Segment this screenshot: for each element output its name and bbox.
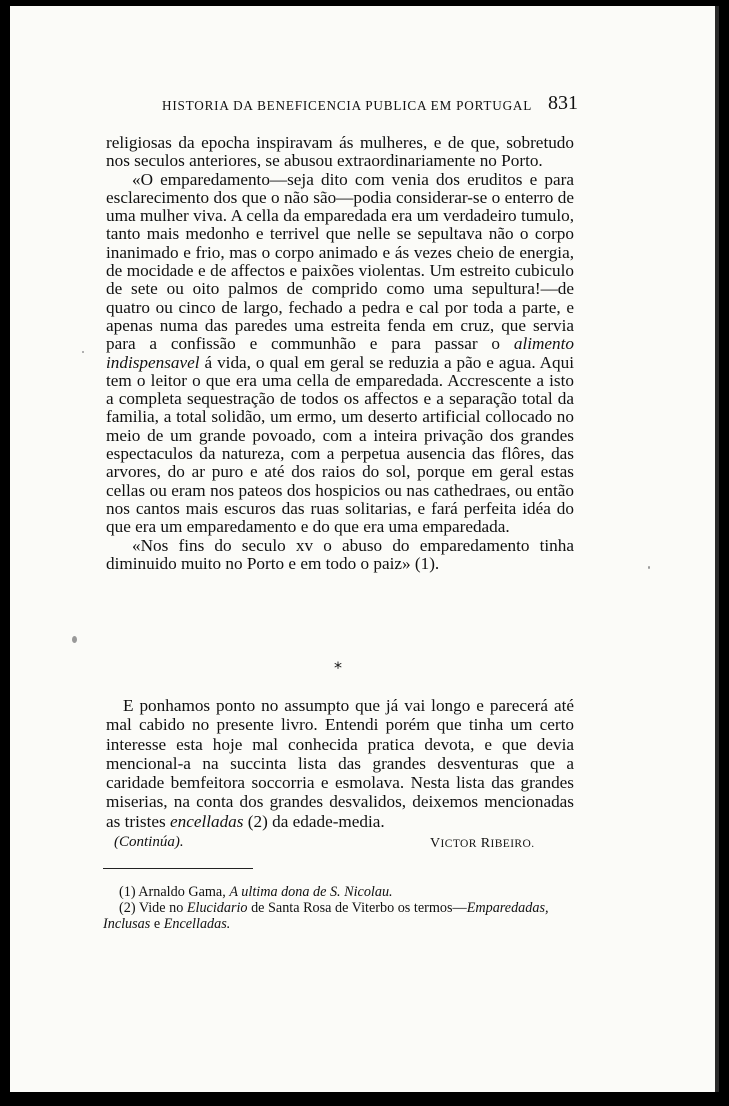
scanned-page [10,6,719,1092]
footnote-1-text: (1) Arnaldo Gama, [119,884,230,900]
paper-speck [648,566,650,569]
closing-text-start: E ponhamos ponto no assumpto que já vai longo e parecerá até mal cabido no presente livro. Entendi porém que tinha um certo interesse esta hoje mal conhecida pratica devota, e que devia mencional-a na succinta lista das grandes desventuras que a caridade bemfeitora soccorria e esmolava. Nesta lista das grandes miserias, na conta dos grandes desvalidos, deixemos mencionadas as tristes [106,696,574,831]
closing-italic-word: encelladas [169,811,244,831]
author-last-initial: R [480,836,491,851]
author-last-rest: IBEIRO. [490,838,535,850]
paragraph-continued: religiosas da epocha inspiravam ás mulheres, e de que, sobretudo nos seculos anteriores, se abusou extraordinariamente no Porto. [106,133,574,171]
section-separator: * [334,658,342,677]
quote-text-start: «O emparedamento—seja dito com venia dos eruditos e para esclarecimento dos que o não são—podia considerar-se o enterro de uma mulher viva. A cella da emparedada era um verdadeiro tumulo, tanto mais medonho e terrivel que nelle se sepultava não o corpo inanimado e frio, mas o corpo animado e ás vezes cheio de energia, de mocidade e de affectos e paixões violentas. Um estreito cubiculo de sete ou oito palmos de comprido como uma sepultura!—de quatro ou cinco de largo, fechado a pedra e cal por toda a parte, e apenas numa das paredes uma estreita fenda em cruz, que servia para a confissão e communhão e para passar o [106,169,574,354]
closing-text [106,696,574,831]
footnote-2-work: Elucidario [186,900,248,916]
paragraph-closing [106,696,574,831]
footnote-rule [103,868,253,869]
running-header: HISTORIA DA BENEFICENCIA PUBLICA EM PORTUGAL [162,98,533,113]
main-text [106,134,574,573]
author-signature [430,836,534,852]
footnotes [103,884,573,932]
footnote-2-and: e [150,916,164,932]
page-number: 831 [548,92,578,114]
author-first-initial: V [430,836,441,851]
footnote-1-title: A ultima dona de S. Nicolau. [229,884,393,900]
footnote-2 [103,900,573,932]
author-first-rest: ICTOR [440,838,477,850]
paragraph-quote [106,171,574,537]
paper-speck [72,636,77,643]
footnote-2-mid: de Santa Rosa de Viterbo os termos— [247,900,467,916]
closing-text-end: (2) da edade-media. [243,811,385,831]
footnote-2-terms: Emparedadas, Inclusas [103,900,549,932]
footnote-2-term-last: Encelladas. [163,916,231,932]
quote-text-end: á vida, o qual em geral se reduzia a pão e agua. Aqui tem o leitor o que era uma cella de emparedada. Accrescente a isto a completa sequestração de todos os affectos e a separação total da familia, a total solidão, um ermo, um deserto artificial collocado no meio de um grande povoado, com a inteira privação dos grandes espectaculos da natureza, com a perpetua ausencia das flôres, das arvores, do ar puro e até dos raios do sol, porque em geral estas cellas ou eram nos pateos dos hospicios ou nas cathedraes, ou então nos cantos mais escuros das ruas solitarias, e fará perfeita idéa do que era um emparedamento e do que era uma emparedada. [106,352,574,537]
footnote-1 [103,884,573,900]
continua-note: (Continúa). [114,834,184,850]
paragraph-quote-end: «Nos fins do seculo xv o abuso do emparedamento tinha diminuido muito no Porto e em todo o paiz» (1). [106,535,574,573]
footnote-2-text: (2) Vide no [119,900,187,916]
paper-speck [82,351,84,353]
quote-italic-phrase: alimento indispensavel [106,334,574,372]
